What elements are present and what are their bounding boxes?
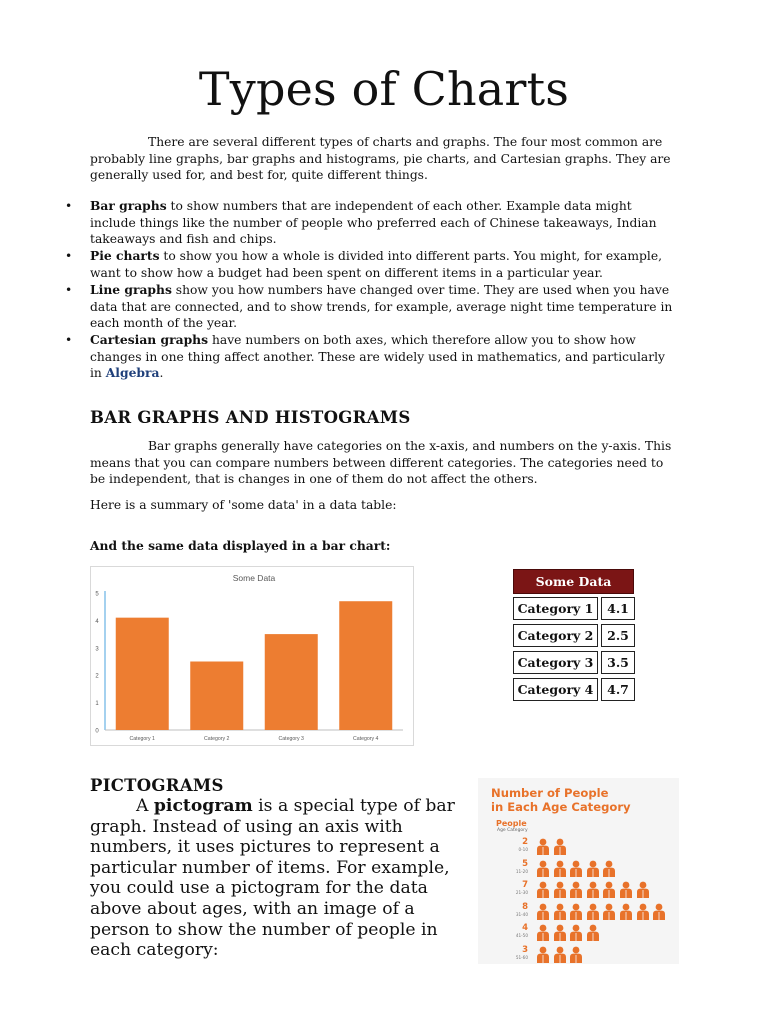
pictogram-count: 7	[522, 880, 528, 890]
pictogram-row	[478, 879, 679, 901]
bar-chart-svg	[91, 567, 413, 745]
person-icon	[569, 924, 583, 941]
table-cell-category: Category 3	[513, 651, 598, 674]
person-icon	[586, 903, 600, 920]
section-heading-pictograms: PICTOGRAMS	[90, 776, 224, 795]
bar	[190, 662, 243, 731]
y-tick-label: 1	[95, 701, 99, 708]
y-tick-label: 4	[95, 618, 99, 625]
list-item-text: to show you how a whole is divided into different parts. You might, for example, want to show how a budget had been spent on different items in a particular year.	[90, 249, 663, 280]
person-icon	[569, 881, 583, 898]
person-icon	[636, 881, 650, 898]
person-icon	[602, 903, 616, 920]
page-title: Types of Charts	[198, 62, 570, 116]
chart-title: Some Data	[232, 573, 276, 583]
y-tick-label: 5	[95, 591, 99, 598]
list-item	[65, 248, 680, 281]
person-icon	[652, 903, 666, 920]
person-icon	[586, 881, 600, 898]
y-tick-label: 3	[95, 646, 99, 653]
person-icon	[619, 903, 633, 920]
bar	[265, 634, 318, 730]
x-tick-label: Category 3	[278, 736, 304, 742]
table-cell-value: 4.7	[601, 678, 635, 701]
pictogram-subtitle: People	[496, 819, 527, 828]
table-cell-value: 4.1	[601, 597, 635, 620]
pictogram-range: 0-10	[518, 847, 528, 852]
term-pictogram: pictogram	[153, 796, 253, 816]
pictogram-row	[478, 922, 679, 944]
pictograms-text: is a special type of bar graph. Instead of using an axis with numbers, it uses pictures to represent a particular number of items. For example, you could use a pictogram for the data above about ages, with an image of a person to show the number of people in each category:	[90, 796, 455, 961]
bullet-icon: •	[65, 249, 73, 264]
person-icon	[536, 860, 550, 877]
pictogram-range: 51-60	[515, 954, 528, 960]
section-heading-bar-graphs: BAR GRAPHS AND HISTOGRAMS	[90, 408, 411, 427]
person-icon	[586, 924, 600, 941]
table-cell-value: 3.5	[601, 651, 635, 674]
term-line-graphs: Line graphs	[90, 281, 172, 297]
y-tick-label: 2	[95, 673, 99, 680]
pictogram-row	[478, 858, 679, 880]
pictogram-subcaption: Age Category	[497, 828, 528, 833]
table-header: Some Data	[513, 569, 634, 594]
table-cell-category: Category 4	[513, 678, 598, 701]
table-cell-category: Category 2	[513, 624, 598, 647]
pictogram-title	[491, 786, 671, 814]
person-icon	[569, 946, 583, 963]
pictogram-count: 2	[522, 837, 528, 847]
bar-chart	[90, 566, 414, 746]
x-tick-label: Category 2	[204, 736, 230, 742]
summary-line: Here is a summary of 'some data' in a data table:	[90, 498, 397, 512]
chart-types-list	[65, 198, 680, 383]
list-item-text: show you how numbers have changed over time. They are used when you have data that are connected, and to show trends, for example, average night time temperature in each month of the year.	[90, 282, 673, 331]
table-row	[513, 597, 635, 620]
person-icon	[553, 924, 567, 941]
pictogram-count: 5	[522, 858, 528, 869]
pictogram-range: 21-30	[515, 890, 528, 895]
term-cartesian-graphs: Cartesian graphs	[90, 332, 209, 348]
table-cell-category: Category 1	[513, 597, 598, 620]
pictogram-row	[478, 901, 679, 923]
bar	[339, 601, 392, 730]
pictogram-range: 11-20	[515, 868, 528, 874]
term-bar-graphs: Bar graphs	[90, 198, 167, 213]
person-icon	[553, 881, 567, 898]
person-icon	[553, 838, 567, 855]
table-row	[513, 624, 635, 647]
person-icon	[553, 860, 567, 877]
term-pie-charts: Pie charts	[90, 248, 160, 264]
pictogram-figure	[478, 778, 679, 964]
person-icon	[536, 838, 550, 855]
pictogram-row	[478, 944, 679, 966]
person-icon	[553, 946, 567, 963]
bullet-icon: •	[65, 282, 73, 297]
intro-paragraph: There are several different types of charts and graphs. The four most common are probably line graphs, bar graphs and histograms, pie charts, and Cartesian graphs. They are generally used for, and best for, quite different things.	[90, 135, 671, 183]
person-icon	[569, 860, 583, 877]
person-icon	[569, 903, 583, 920]
bullet-icon: •	[65, 199, 73, 213]
bullet-icon: •	[65, 333, 73, 348]
person-icon	[536, 946, 550, 963]
pictogram-row	[478, 836, 679, 858]
chart-intro-line: And the same data displayed in a bar chart:	[90, 538, 391, 553]
pictogram-range: 31-40	[515, 911, 528, 917]
x-tick-label: Category 1	[129, 736, 155, 742]
y-tick-label: 0	[95, 728, 99, 735]
list-item	[65, 198, 680, 248]
list-item-text: to show numbers that are independent of each other. Example data might include things like the number of people who preferred each of Chinese takeaways, Indian takeaways and fish and chips.	[90, 199, 657, 247]
list-item	[65, 281, 680, 332]
x-tick-label: Category 4	[353, 736, 379, 742]
person-icon	[536, 881, 550, 898]
person-icon	[536, 924, 550, 941]
pictogram-range: 41-50	[515, 933, 528, 938]
table-cell-value: 2.5	[601, 624, 635, 647]
algebra-link[interactable]: Algebra	[105, 365, 160, 381]
pictogram-count: 3	[522, 944, 528, 955]
pictograms-lead: A	[136, 796, 154, 816]
bar	[116, 618, 169, 730]
person-icon	[536, 903, 550, 920]
pictograms-paragraph	[90, 796, 455, 961]
pictogram-title-line-1: Number of People	[491, 786, 609, 800]
list-item-tail: .	[159, 366, 164, 381]
person-icon	[602, 860, 616, 877]
pictogram-count: 8	[522, 901, 528, 912]
person-icon	[636, 903, 650, 920]
person-icon	[586, 860, 600, 877]
person-icon	[602, 881, 616, 898]
person-icon	[553, 903, 567, 920]
bar-graphs-paragraph: Bar graphs generally have categories on the x-axis, and numbers on the y-axis. This means that you can compare numbers between different categories. The categories need to be independent, that is changes in one of them do not affect the others.	[90, 439, 672, 487]
table-row	[513, 678, 635, 701]
person-icon	[619, 881, 633, 898]
pictogram-count: 4	[522, 923, 528, 933]
list-item	[65, 332, 680, 382]
list-item-text: have numbers on both axes, which therefore allow you to show how changes in one thing affect another. These are widely used in mathematics, and particularly in	[90, 333, 665, 381]
data-table	[513, 569, 635, 704]
table-row	[513, 651, 635, 674]
pictogram-title-line-2: in Each Age Category	[491, 800, 631, 814]
